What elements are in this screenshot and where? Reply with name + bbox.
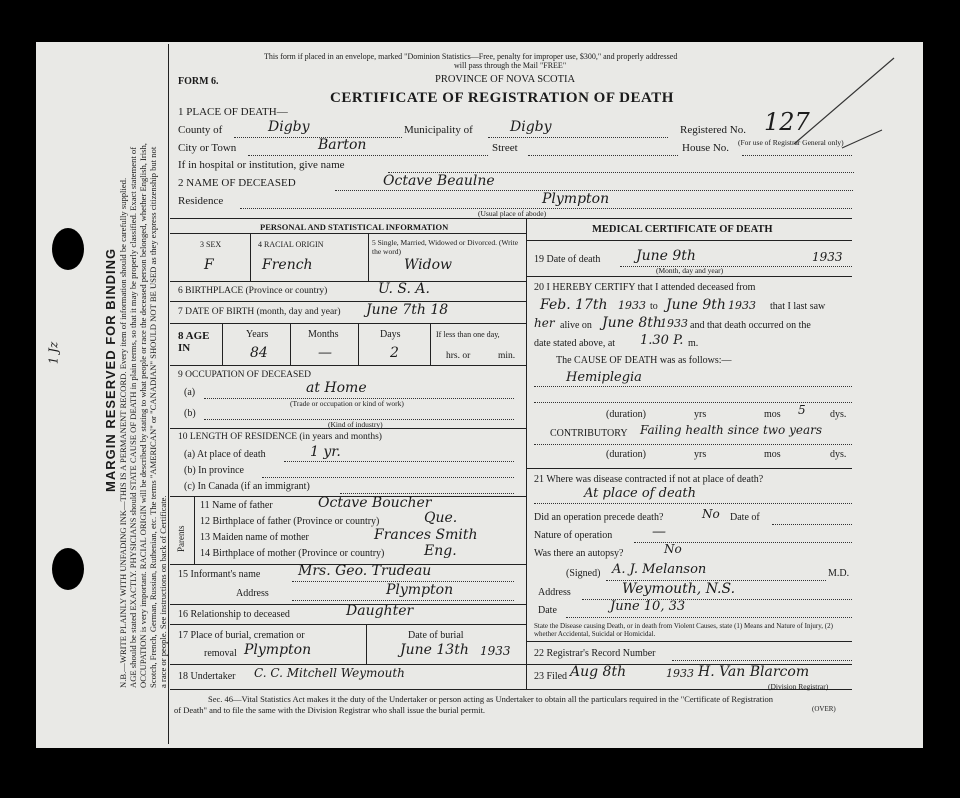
race-value: French bbox=[262, 257, 313, 273]
res-place-label: (a) At place of death bbox=[184, 449, 266, 460]
nature-value: — bbox=[652, 524, 666, 540]
sex-value: F bbox=[204, 257, 214, 273]
margin-note-1: N.B.—WRITE PLAINLY WITH UNFADING INK—THIS IS A PERMANENT RECORD. Every item of information should be carefully supplied. bbox=[118, 177, 128, 688]
birthplace-label: 6 BIRTHPLACE (Province or country) bbox=[178, 286, 328, 296]
filed-date: Aug 8th bbox=[570, 664, 627, 680]
duration-label: (duration) bbox=[606, 409, 646, 420]
res-canada-label: (c) In Canada (if an immigrant) bbox=[184, 481, 310, 492]
duration-mos-label: mos bbox=[764, 409, 781, 420]
birthplace-value: U. S. A. bbox=[378, 281, 430, 297]
dod-year: 1933 bbox=[812, 250, 843, 264]
personal-heading: PERSONAL AND STATISTICAL INFORMATION bbox=[260, 222, 449, 232]
contributory-label: CONTRIBUTORY bbox=[550, 428, 628, 439]
undertaker-label: 18 Undertaker bbox=[178, 671, 236, 682]
age-days: 2 bbox=[390, 345, 399, 361]
registered-number: 127 bbox=[764, 108, 810, 136]
years-label: Years bbox=[246, 329, 269, 340]
duration-mos: 5 bbox=[798, 403, 806, 417]
attended-to: June 9th bbox=[666, 297, 726, 313]
mother-label: 13 Maiden name of mother bbox=[200, 532, 309, 543]
where-value: At place of death bbox=[584, 486, 696, 501]
residence-length-heading: 10 LENGTH OF RESIDENCE (in years and months) bbox=[178, 432, 382, 442]
marital-label: 5 Single, Married, Widowed or Divorced. (Write the word) bbox=[372, 238, 519, 256]
alive-label: alive on bbox=[560, 320, 592, 331]
margin-note-4: Scotch, French, German, Russian, Ruthenian, etc. The terms "AMERICAN" or "CANADIAN" SHOULD NOT BE USED as they express citizenship but not bbox=[148, 146, 158, 688]
municipality-value: Digby bbox=[510, 119, 552, 135]
occupation-b-label: (b) bbox=[184, 408, 196, 419]
margin-handwriting: 1 Jz bbox=[46, 341, 61, 365]
registrar-record-label: 22 Registrar's Record Number bbox=[534, 648, 656, 659]
occupation-heading: 9 OCCUPATION OF DECEASED bbox=[178, 370, 311, 380]
medical-heading: MEDICAL CERTIFICATE OF DEATH bbox=[592, 224, 773, 235]
municipality-label: Municipality of bbox=[404, 124, 473, 136]
street-label: Street bbox=[492, 142, 518, 154]
occupation-note: (Trade or occupation or kind of work) bbox=[290, 399, 404, 408]
burial-place: Plympton bbox=[244, 642, 312, 658]
residence-note: (Usual place of abode) bbox=[478, 209, 547, 218]
informant-value: Mrs. Geo. Trudeau bbox=[298, 563, 432, 579]
attended-from-year: 1933 bbox=[618, 299, 646, 312]
relationship-value: Daughter bbox=[346, 603, 414, 619]
registrar-signature: H. Van Blarcom bbox=[698, 664, 810, 680]
house-label: House No. bbox=[682, 142, 730, 154]
physician-address-label: Address bbox=[538, 587, 571, 598]
signed-label: (Signed) bbox=[566, 568, 601, 579]
attended-to-year: 1933 bbox=[728, 299, 756, 312]
pencil-mark bbox=[790, 52, 900, 152]
contrib-yrs-label: yrs bbox=[694, 449, 707, 460]
margin-note-5: a race or people. See instructions on back of Certificate. bbox=[158, 495, 168, 688]
contrib-dys-label: dys. bbox=[830, 449, 847, 460]
burial-label: 17 Place of burial, cremation or bbox=[178, 630, 305, 641]
dod-label: 19 Date of death bbox=[534, 254, 601, 265]
deceased-name-label: 2 NAME OF DECEASED bbox=[178, 177, 296, 189]
parents-label: Parents bbox=[176, 525, 186, 552]
footer-over: (OVER) bbox=[812, 705, 836, 713]
form-number: FORM 6. bbox=[178, 76, 219, 87]
pronoun-value: her bbox=[534, 316, 555, 330]
margin-note-3: OCCUPATION is very important. RACIAL ORIGIN will be described by stating to what people or race the deceased person belonged, whether English, Irish, bbox=[138, 143, 148, 688]
registered-label: Registered No. bbox=[680, 124, 746, 136]
hrs-label: hrs. or bbox=[446, 351, 471, 361]
age-months: — bbox=[318, 345, 332, 361]
residence-label: Residence bbox=[178, 195, 224, 207]
deceased-name: Octave Beaulne bbox=[383, 173, 495, 189]
time-m-label: m. bbox=[688, 338, 699, 349]
death-time: 1.30 P. bbox=[640, 333, 684, 348]
operation-date-label: Date of bbox=[730, 512, 760, 523]
undertaker-value: C. C. Mitchell Weymouth bbox=[254, 666, 405, 680]
alive-date: June 8th bbox=[602, 315, 662, 331]
physician-signature: A. J. Melanson bbox=[612, 562, 707, 577]
mother-value: Frances Smith bbox=[374, 527, 478, 543]
place-heading: 1 PLACE OF DEATH— bbox=[178, 106, 288, 118]
state-disease-note: State the Disease causing Death, or in death from Violent Causes, state (1) Means and Nature of Injury, (2) whether Accidental, Suicidal or Homicidal. bbox=[534, 622, 833, 638]
burial-year: 1933 bbox=[480, 644, 511, 658]
occupation-a-label: (a) bbox=[184, 387, 196, 398]
father-birthplace-value: Que. bbox=[424, 510, 458, 526]
physician-date-label: Date bbox=[538, 605, 557, 616]
father-value: Octave Boucher bbox=[318, 495, 432, 511]
binding-margin-label: MARGIN RESERVED FOR BINDING bbox=[103, 247, 118, 492]
cause-label: The CAUSE OF DEATH was as follows:— bbox=[556, 355, 732, 366]
contrib-mos-label: mos bbox=[764, 449, 781, 460]
md-label: M.D. bbox=[828, 568, 850, 579]
occupation-value: at Home bbox=[306, 380, 367, 396]
contrib-duration-label: (duration) bbox=[606, 449, 646, 460]
duration-dys-label: dys. bbox=[830, 409, 847, 420]
removal-label: removal bbox=[204, 648, 237, 659]
nature-label: Nature of operation bbox=[534, 530, 613, 541]
county-label: County of bbox=[178, 124, 223, 136]
res-province-label: (b) In province bbox=[184, 465, 244, 476]
footer-text-2: of Death" and to file the same with the Division Registrar who shall issue the burial permit. bbox=[174, 705, 486, 715]
physician-address: Weymouth, N.S. bbox=[622, 581, 736, 597]
relationship-label: 16 Relationship to deceased bbox=[178, 609, 290, 620]
informant-address-label: Address bbox=[236, 588, 269, 599]
attended-from: Feb. 17th bbox=[540, 297, 608, 313]
filed-year: 1933 bbox=[666, 667, 694, 680]
dob-value: June 7th 18 bbox=[366, 302, 449, 318]
residence-value: Plympton bbox=[542, 191, 610, 207]
age-label: 8 AGE IN bbox=[178, 330, 210, 354]
to-label: to bbox=[650, 301, 658, 312]
margin-note-2: AGE should be stated EXACTLY. PHYSICIANS should STATE CAUSE OF DEATH in plain terms, so that it may be properly classified. Exact statement of bbox=[128, 146, 138, 688]
mail-notice-2: will pass through the Mail "FREE" bbox=[454, 61, 567, 70]
physician-date: June 10, 33 bbox=[610, 599, 686, 614]
column-divider bbox=[526, 218, 527, 690]
duration-yrs-label: yrs bbox=[694, 409, 707, 420]
mail-notice: This form if placed in an envelope, marked "Dominion Statistics—Free, penalty for improper use, $300," and properly addressed bbox=[264, 52, 678, 61]
margin-rule bbox=[168, 44, 169, 744]
res-place-value: 1 yr. bbox=[310, 444, 341, 460]
where-label: 21 Where was disease contracted if not at place of death? bbox=[534, 474, 764, 485]
burial-date-label: Date of burial bbox=[408, 630, 464, 641]
filed-label: 23 Filed bbox=[534, 671, 568, 682]
occurred-label: and that death occurred on the bbox=[690, 320, 811, 331]
age-years: 84 bbox=[250, 345, 268, 361]
mother-birthplace-label: 14 Birthplace of mother (Province or country) bbox=[200, 548, 385, 559]
dob-label: 7 DATE OF BIRTH (month, day and year) bbox=[178, 307, 341, 317]
days-label: Days bbox=[380, 329, 401, 340]
certify-label: 20 I HEREBY CERTIFY that I attended deceased from bbox=[534, 282, 756, 293]
min-label: min. bbox=[498, 351, 516, 361]
burial-date: June 13th bbox=[400, 642, 469, 658]
autopsy-label: Was there an autopsy? bbox=[534, 548, 624, 559]
industry-note: (Kind of industry) bbox=[328, 420, 383, 429]
informant-address: Plympton bbox=[386, 582, 454, 598]
less-than-day-label: If less than one day, bbox=[436, 330, 500, 339]
dod-value: June 9th bbox=[636, 248, 696, 264]
last-saw-label: that I last saw bbox=[770, 301, 826, 312]
registrar-note: (Division Registrar) bbox=[768, 682, 829, 691]
binding-hole-bottom bbox=[52, 548, 84, 590]
page-title: CERTIFICATE OF REGISTRATION OF DEATH bbox=[330, 90, 674, 106]
marital-value: Widow bbox=[404, 257, 452, 273]
mother-birthplace-value: Eng. bbox=[424, 543, 457, 559]
contributory-value: Failing health since two years bbox=[640, 423, 823, 437]
father-label: 11 Name of father bbox=[200, 500, 273, 511]
sex-label: 3 SEX bbox=[200, 240, 222, 249]
informant-label: 15 Informant's name bbox=[178, 569, 261, 580]
dod-note: (Month, day and year) bbox=[656, 266, 724, 275]
cause-value: Hemiplegia bbox=[566, 370, 642, 385]
registered-note: (For use of Registrar General only) bbox=[738, 138, 844, 147]
footer-text-1: Sec. 46—Vital Statistics Act makes it the duty of the Undertaker or person acting as Undertaker to obtain all the particulars required in the "Certificate of Registration bbox=[208, 694, 773, 704]
binding-hole-top bbox=[52, 228, 84, 270]
city-label: City or Town bbox=[178, 142, 237, 154]
city-value: Barton bbox=[318, 137, 367, 153]
operation-label: Did an operation precede death? bbox=[534, 512, 664, 523]
operation-value: No bbox=[702, 507, 720, 521]
alive-year: 1933 bbox=[660, 317, 688, 330]
date-stated-label: date stated above, at bbox=[534, 338, 616, 349]
province-name: PROVINCE OF NOVA SCOTIA bbox=[435, 74, 576, 85]
autopsy-value: No bbox=[664, 542, 682, 556]
hospital-label: If in hospital or institution, give name bbox=[178, 159, 345, 171]
months-label: Months bbox=[308, 329, 339, 340]
race-label: 4 RACIAL ORIGIN bbox=[258, 240, 324, 249]
father-birthplace-label: 12 Birthplace of father (Province or country) bbox=[200, 516, 380, 527]
county-value: Digby bbox=[268, 119, 310, 135]
